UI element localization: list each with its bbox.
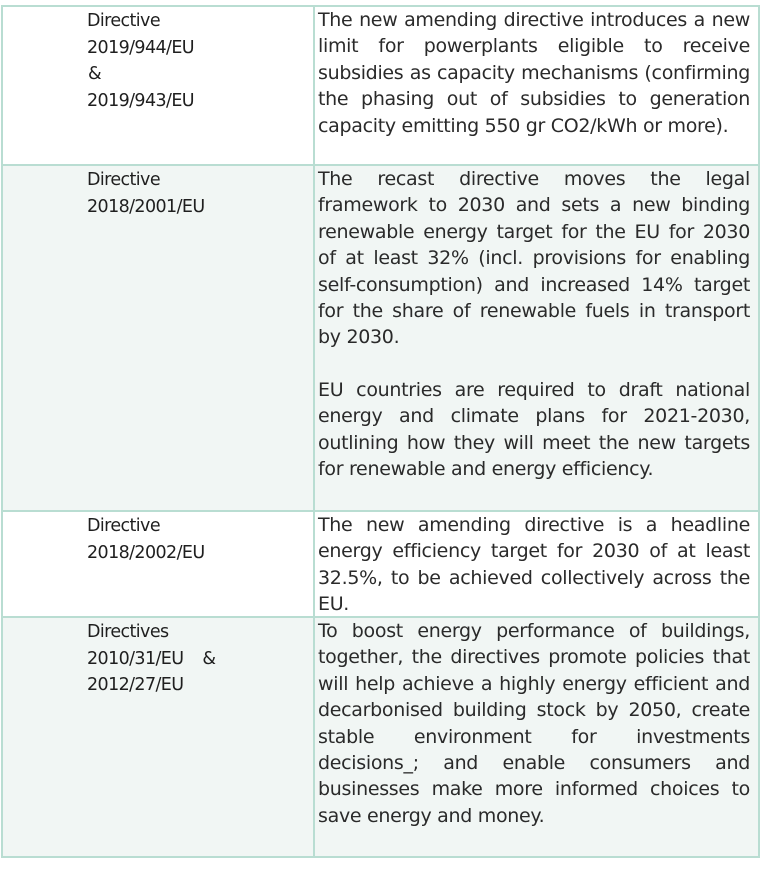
directive-description-cell — [315, 7, 758, 164]
table-row — [3, 7, 758, 166]
directive-name-cell — [3, 512, 315, 616]
directive-description-cell — [315, 166, 758, 510]
description-paragraph: The new amending directive is a headline energy efficiency target for 2030 of at least 32.5%, to be achieved collectively across the EU. — [318, 514, 750, 616]
directive-name-line: 2019/944/EU — [87, 37, 194, 58]
directive-name-line: Directive — [87, 170, 160, 190]
table-row — [3, 166, 758, 512]
directive-name-line: Directives — [87, 622, 169, 642]
description-paragraph: EU countries are required to draft national energy and climate plans for 2021-2030, outlining how they will meet the new targets for renewable and energy efficiency. — [318, 378, 750, 481]
description-paragraph: To boost energy performance of buildings, together, the directives promote policies that will help achieve a highly energy efficient and decarbonised building stock by 2050, create stable environment for investments decisions_; and enable consumers and businesses make more informed choices to save energy and money. — [318, 620, 750, 827]
directive-name-cell — [3, 618, 315, 856]
directive-description-cell — [315, 512, 758, 616]
directive-name-line: 2012/27/EU — [87, 675, 184, 695]
description-paragraph: The recast directive moves the legal framework to 2030 and sets a new binding renewable energy target for the EU for 2030 of at least 32% (incl. provisions for enabling self-consumption) and increased 14% target for the share of renewable fuels in transport by 2030. — [318, 168, 750, 349]
directive-description-cell — [315, 618, 758, 856]
directive-name-line: & — [88, 64, 102, 84]
description-paragraph: The new amending directive introduces a new limit for powerplants eligible to receive subsidies as capacity mechanisms (confirming the phasing out of subsidies to generation capacity emitting 550 gr CO2/kWh or more). — [318, 9, 750, 137]
table-row — [3, 512, 758, 618]
directives-table — [1, 5, 760, 858]
directive-name-cell — [3, 166, 315, 510]
directive-name-line: Directive — [87, 516, 160, 536]
table-row — [3, 618, 758, 858]
directive-name-line: 2019/943/EU — [87, 90, 194, 111]
directive-name-line: 2018/2002/EU — [87, 542, 205, 563]
directive-name-line: 2010/31/EU & — [87, 648, 216, 669]
directive-name-line: 2018/2001/EU — [87, 196, 205, 217]
directive-name-cell — [3, 7, 315, 164]
directive-name-line: Directive — [87, 11, 160, 31]
